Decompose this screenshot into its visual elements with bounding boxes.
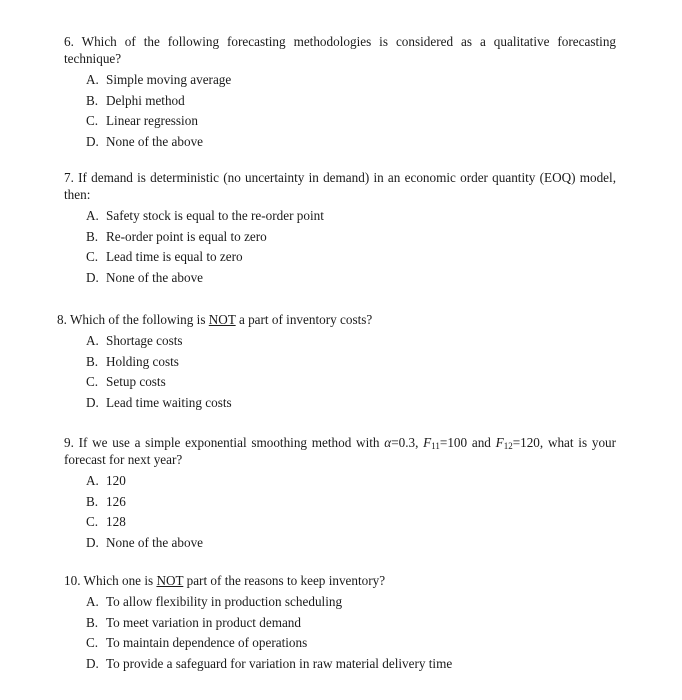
option-letter: A. [86, 333, 99, 348]
option-text: None of the above [106, 269, 204, 285]
option-7d [64, 269, 616, 290]
option-text: Simple moving average [106, 72, 232, 87]
question-9-stem-start: If we use a simple exponential smoothing method with [78, 435, 385, 450]
question-6-stem: Which of the following forecasting methodologies is considered as a qualitative forecasting technique? [64, 34, 617, 66]
option-text: Delphi method [106, 92, 185, 108]
f1-value: =100 and [439, 435, 496, 450]
question-6-text [64, 33, 616, 67]
option-7a [64, 207, 616, 228]
question-10 [64, 572, 616, 675]
option-text: Shortage costs [106, 333, 183, 348]
option-text: 120 [106, 473, 126, 488]
option-9c [64, 513, 616, 534]
question-7-number: 7. [64, 170, 74, 185]
question-10-stem-end: part of the reasons to keep inventory? [183, 573, 386, 588]
question-6 [64, 33, 616, 153]
option-letter: B. [86, 228, 99, 244]
option-10d [64, 655, 616, 676]
question-9-text [64, 434, 616, 468]
option-letter: B. [86, 92, 99, 108]
option-9b [64, 493, 616, 514]
f-symbol: F [423, 435, 432, 450]
option-letter: C. [86, 514, 99, 529]
option-letter: A. [86, 594, 99, 609]
option-letter: C. [86, 374, 99, 389]
f1-subscript: 11 [431, 441, 440, 451]
option-letter: C. [86, 113, 99, 128]
option-8b [64, 353, 609, 374]
option-letter: B. [86, 353, 99, 369]
question-7-options [64, 207, 616, 289]
option-text: Lead time waiting costs [106, 394, 232, 410]
question-9-number: 9. [64, 435, 74, 450]
option-text: To meet variation in product demand [106, 614, 301, 630]
question-10-number: 10. [64, 573, 81, 588]
option-letter: D. [86, 534, 99, 550]
question-10-stem-start: Which one is [83, 573, 157, 588]
option-text: 126 [106, 493, 126, 509]
option-letter: D. [86, 269, 99, 285]
question-8-stem-end: a part of inventory costs? [235, 312, 373, 327]
option-8c [64, 373, 609, 394]
f-symbol: F [495, 435, 504, 450]
option-letter: D. [86, 133, 99, 149]
option-6b [64, 92, 616, 113]
alpha-symbol: α [384, 435, 392, 450]
option-letter: D. [86, 655, 99, 671]
question-9 [64, 434, 616, 554]
question-8-number: 8. [57, 312, 67, 327]
option-text: None of the above [106, 534, 204, 550]
option-7c [64, 248, 616, 269]
option-text: Re-order point is equal to zero [106, 228, 267, 244]
option-10a [64, 593, 616, 614]
question-6-number: 6. [64, 34, 74, 49]
option-9d [64, 534, 616, 555]
f2-value: =120, what is your forecast for next year? [64, 435, 617, 467]
option-letter: A. [86, 208, 99, 223]
option-letter: B. [86, 614, 99, 630]
question-8 [57, 311, 609, 414]
question-9-options [64, 472, 616, 554]
option-text: To provide a safeguard for variation in raw material delivery time [106, 655, 453, 671]
option-text: Setup costs [106, 374, 166, 389]
option-letter: A. [86, 473, 99, 488]
f2-subscript: 12 [503, 441, 513, 451]
option-letter: A. [86, 72, 99, 87]
option-10c [64, 634, 616, 655]
question-8-text [57, 311, 609, 328]
option-8a [64, 332, 609, 353]
emphasis-not: NOT [208, 312, 236, 327]
option-9a [64, 472, 616, 493]
question-10-text [64, 572, 616, 589]
option-7b [64, 228, 616, 249]
option-text: To allow flexibility in production scheduling [106, 594, 343, 609]
option-letter: D. [86, 394, 99, 410]
option-text: Linear regression [106, 113, 198, 128]
option-text: Lead time is equal to zero [106, 249, 243, 264]
option-letter: C. [86, 635, 99, 650]
option-letter: B. [86, 493, 99, 509]
emphasis-not: NOT [156, 573, 184, 588]
option-text: None of the above [106, 133, 204, 149]
option-6a [64, 71, 616, 92]
option-text: Safety stock is equal to the re-order point [106, 208, 324, 223]
option-6d [64, 133, 616, 154]
question-8-options [64, 332, 609, 414]
question-8-stem-start: Which of the following is [69, 312, 209, 327]
option-letter: C. [86, 249, 99, 264]
option-6c [64, 112, 616, 133]
question-7-text [64, 169, 616, 203]
question-7-stem: If demand is deterministic (no uncertainty in demand) in an economic order quantity (EOQ) model, then: [64, 170, 616, 202]
option-text: To maintain dependence of operations [106, 635, 308, 650]
option-8d [64, 394, 609, 415]
option-text: Holding costs [106, 353, 179, 369]
option-10b [64, 614, 616, 635]
question-6-options [64, 71, 616, 153]
alpha-value: =0.3, [391, 435, 424, 450]
option-text: 128 [106, 514, 126, 529]
question-10-options [64, 593, 616, 675]
question-7 [64, 169, 616, 289]
